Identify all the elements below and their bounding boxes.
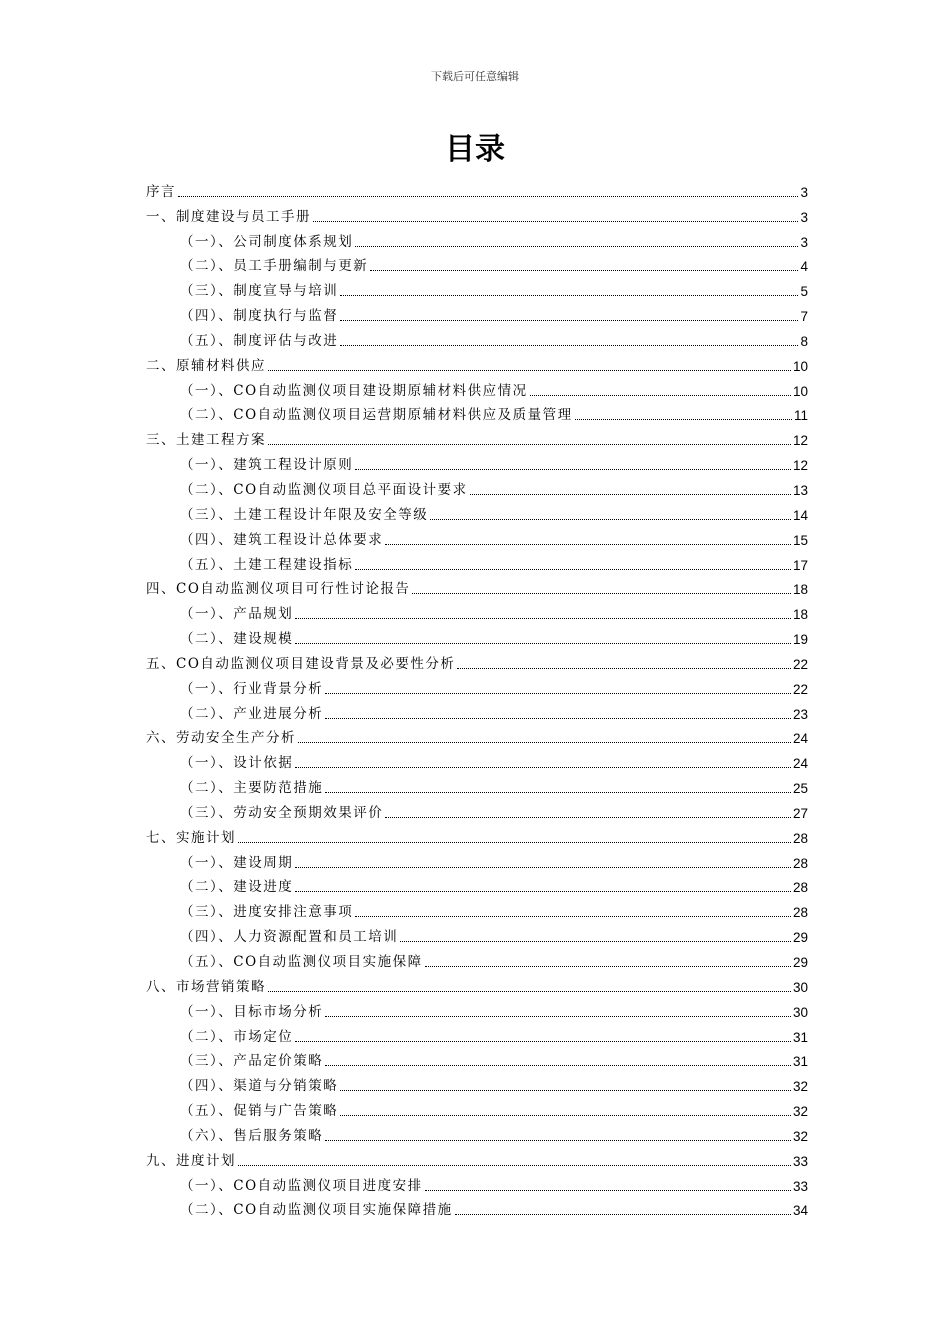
toc-page-number: 18 <box>792 582 808 598</box>
toc-dot-leader <box>430 519 791 520</box>
toc-page-number: 5 <box>800 284 808 300</box>
toc-subsection-entry[interactable] <box>146 1021 808 1046</box>
toc-entry-title: 一、制度建设与员工手册 <box>146 208 311 225</box>
toc-subsection-entry[interactable] <box>146 1095 808 1120</box>
toc-section-entry[interactable] <box>146 1145 808 1170</box>
toc-subsection-entry[interactable] <box>146 747 808 772</box>
toc-subsection-entry[interactable] <box>146 847 808 872</box>
toc-page-number: 12 <box>792 458 808 474</box>
toc-dot-leader <box>355 569 791 570</box>
toc-subsection-entry[interactable] <box>146 1195 808 1220</box>
toc-subsection-entry[interactable] <box>146 896 808 921</box>
toc-entry-title: （三）、制度宣导与培训 <box>180 283 339 300</box>
toc-dot-leader <box>340 1115 791 1116</box>
toc-page-number: 29 <box>792 930 808 946</box>
toc-dot-leader <box>340 345 798 346</box>
toc-entry-title: （二）、产业进展分析 <box>180 705 324 722</box>
toc-subsection-entry[interactable] <box>146 300 808 325</box>
toc-section-entry[interactable] <box>146 574 808 599</box>
toc-subsection-entry[interactable] <box>146 325 808 350</box>
toc-dot-leader <box>530 395 791 396</box>
toc-subsection-entry[interactable] <box>146 449 808 474</box>
toc-page-number: 33 <box>792 1153 808 1169</box>
toc-entry-title: （一）、行业背景分析 <box>180 680 324 697</box>
toc-entry-title: （三）、土建工程设计年限及安全等级 <box>180 506 429 523</box>
toc-dot-leader <box>325 1016 791 1017</box>
page-title: 目录 <box>445 132 505 167</box>
toc-section-entry[interactable] <box>146 971 808 996</box>
toc-dot-leader <box>385 817 791 818</box>
toc-entry-title: 八、市场营销策略 <box>146 978 266 995</box>
toc-entry-title: （五）、土建工程建设指标 <box>180 556 354 573</box>
toc-dot-leader <box>370 270 798 271</box>
toc-dot-leader <box>470 494 791 495</box>
toc-entry-title: （一）、目标市场分析 <box>180 1003 324 1020</box>
toc-subsection-entry[interactable] <box>146 275 808 300</box>
toc-page-number: 3 <box>800 209 808 225</box>
toc-dot-leader <box>295 643 791 644</box>
toc-page-number: 24 <box>792 731 808 747</box>
toc-dot-leader <box>295 767 791 768</box>
toc-section-entry[interactable] <box>146 424 808 449</box>
toc-subsection-entry[interactable] <box>146 598 808 623</box>
toc-entry-title: 三、土建工程方案 <box>146 432 266 449</box>
toc-entry-title: （四）、渠道与分销策略 <box>180 1078 339 1095</box>
toc-entry-title: 二、原辅材料供应 <box>146 357 266 374</box>
toc-entry-title: （五）、CO自动监测仪项目实施保障 <box>180 954 423 970</box>
toc-entry-title: （四）、制度执行与监督 <box>180 308 339 325</box>
toc-entry-title: （一）、建设周期 <box>180 854 294 871</box>
toc-subsection-entry[interactable] <box>146 946 808 971</box>
toc-page-number: 34 <box>792 1203 808 1219</box>
toc-subsection-entry[interactable] <box>146 375 808 400</box>
toc-page-number: 32 <box>792 1079 808 1095</box>
toc-entry-title: 序言 <box>146 183 176 200</box>
toc-page-number: 31 <box>792 1054 808 1070</box>
table-of-contents <box>146 176 808 1219</box>
toc-dot-leader <box>325 718 791 719</box>
toc-page-number: 28 <box>792 905 808 921</box>
toc-entry-title: （三）、劳动安全预期效果评价 <box>180 804 384 821</box>
toc-subsection-entry[interactable] <box>146 623 808 648</box>
toc-subsection-entry[interactable] <box>146 797 808 822</box>
toc-dot-leader <box>313 221 798 222</box>
toc-subsection-entry[interactable] <box>146 698 808 723</box>
toc-entry-title: （四）、建筑工程设计总体要求 <box>180 531 384 548</box>
toc-subsection-entry[interactable] <box>146 499 808 524</box>
toc-entry-title: （一）、产品规划 <box>180 606 294 623</box>
toc-dot-leader <box>400 941 791 942</box>
toc-section-entry[interactable] <box>146 176 808 201</box>
toc-page-number: 30 <box>792 1004 808 1020</box>
toc-entry-title: （三）、进度安排注意事项 <box>180 904 354 921</box>
toc-page-number: 12 <box>792 433 808 449</box>
toc-subsection-entry[interactable] <box>146 400 808 425</box>
toc-page-number: 22 <box>792 681 808 697</box>
toc-page-number: 29 <box>792 955 808 970</box>
toc-page-number: 22 <box>792 656 808 672</box>
toc-entry-title: 九、进度计划 <box>146 1152 236 1169</box>
toc-page-number: 11 <box>793 408 808 424</box>
toc-dot-leader <box>340 320 798 321</box>
toc-page-number: 19 <box>792 632 808 648</box>
toc-section-entry[interactable] <box>146 350 808 375</box>
toc-dot-leader <box>295 1041 791 1042</box>
toc-subsection-entry[interactable] <box>146 921 808 946</box>
toc-dot-leader <box>412 593 791 594</box>
toc-dot-leader <box>298 742 791 743</box>
toc-entry-title: 七、实施计划 <box>146 829 236 846</box>
toc-entry-title: （一）、建筑工程设计原则 <box>180 457 354 474</box>
toc-page-number: 17 <box>792 557 808 573</box>
toc-page-number: 32 <box>792 1128 808 1144</box>
toc-page-number: 3 <box>800 234 808 250</box>
toc-section-entry[interactable] <box>146 822 808 847</box>
toc-page-number: 14 <box>792 507 808 523</box>
toc-dot-leader <box>178 196 798 197</box>
toc-page-number: 31 <box>792 1029 808 1045</box>
toc-dot-leader <box>425 1190 791 1191</box>
toc-subsection-entry[interactable] <box>146 226 808 251</box>
toc-entry-title: （一）、公司制度体系规划 <box>180 233 354 250</box>
toc-page-number: 24 <box>792 756 808 772</box>
toc-dot-leader <box>268 444 791 445</box>
toc-dot-leader <box>295 891 791 892</box>
toc-dot-leader <box>355 246 798 247</box>
toc-page-number: 32 <box>792 1104 808 1120</box>
toc-entry-title: （二）、CO自动监测仪项目实施保障措施 <box>180 1202 453 1219</box>
toc-subsection-entry[interactable] <box>146 549 808 574</box>
toc-entry-title: （六）、售后服务策略 <box>180 1127 324 1144</box>
toc-subsection-entry[interactable] <box>146 996 808 1021</box>
toc-dot-leader <box>355 469 791 470</box>
toc-section-entry[interactable] <box>146 648 808 673</box>
toc-section-entry[interactable] <box>146 723 808 748</box>
toc-entry-title: （二）、CO自动监测仪项目运营期原辅材料供应及质量管理 <box>180 407 573 424</box>
toc-dot-leader <box>425 966 791 967</box>
toc-entry-title: （二）、建设进度 <box>180 879 294 896</box>
toc-dot-leader <box>355 916 791 917</box>
toc-page-number: 7 <box>800 309 808 325</box>
header-note: 下载后可任意编辑 <box>431 70 519 83</box>
toc-entry-title: 四、CO自动监测仪项目可行性讨论报告 <box>146 581 411 598</box>
toc-subsection-entry[interactable] <box>146 673 808 698</box>
toc-page-number: 27 <box>792 805 808 821</box>
toc-page-number: 10 <box>792 358 808 374</box>
toc-page-number: 8 <box>800 333 808 349</box>
toc-subsection-entry[interactable] <box>146 772 808 797</box>
toc-dot-leader <box>295 618 791 619</box>
toc-entry-title: （二）、建设规模 <box>180 631 294 648</box>
toc-entry-title: （二）、CO自动监测仪项目总平面设计要求 <box>180 481 468 498</box>
toc-entry-title: （五）、制度评估与改进 <box>180 332 339 349</box>
toc-entry-title: 六、劳动安全生产分析 <box>146 730 296 747</box>
toc-entry-title: （三）、产品定价策略 <box>180 1053 324 1070</box>
toc-entry-title: （二）、员工手册编制与更新 <box>180 258 369 275</box>
toc-dot-leader <box>268 370 791 371</box>
toc-page-number: 28 <box>792 855 808 871</box>
toc-entry-title: （二）、市场定位 <box>180 1028 294 1045</box>
toc-dot-leader <box>325 1065 791 1066</box>
toc-section-entry[interactable] <box>146 201 808 226</box>
toc-entry-title: （四）、人力资源配置和员工培训 <box>180 929 399 946</box>
toc-page-number: 30 <box>792 979 808 995</box>
toc-entry-title: （五）、促销与广告策略 <box>180 1103 339 1120</box>
toc-dot-leader <box>455 1214 791 1215</box>
toc-page-number: 23 <box>792 706 808 722</box>
toc-dot-leader <box>238 1165 791 1166</box>
toc-dot-leader <box>325 1140 791 1141</box>
toc-dot-leader <box>340 295 798 296</box>
toc-page-number: 28 <box>792 830 808 846</box>
toc-subsection-entry[interactable] <box>146 524 808 549</box>
toc-dot-leader <box>385 544 791 545</box>
toc-entry-title: （二）、主要防范措施 <box>180 780 324 797</box>
toc-subsection-entry[interactable] <box>146 872 808 897</box>
toc-page-number: 33 <box>792 1178 808 1194</box>
toc-dot-leader <box>295 867 791 868</box>
toc-page-number: 28 <box>792 880 808 896</box>
toc-subsection-entry[interactable] <box>146 251 808 276</box>
toc-entry-title: 五、CO自动监测仪项目建设背景及必要性分析 <box>146 655 456 672</box>
toc-entry-title: （一）、CO自动监测仪项目进度安排 <box>180 1177 423 1194</box>
toc-dot-leader <box>325 792 791 793</box>
toc-page-number: 4 <box>800 259 808 275</box>
toc-dot-leader <box>575 419 792 420</box>
toc-subsection-entry[interactable] <box>146 1046 808 1071</box>
toc-page-number: 15 <box>792 532 808 548</box>
toc-subsection-entry[interactable] <box>146 1170 808 1195</box>
toc-subsection-entry[interactable] <box>146 1120 808 1145</box>
toc-page-number: 13 <box>792 482 808 498</box>
toc-page-number: 3 <box>800 184 808 200</box>
toc-page-number: 18 <box>792 607 808 623</box>
toc-subsection-entry[interactable] <box>146 1070 808 1095</box>
toc-subsection-entry[interactable] <box>146 474 808 499</box>
toc-page-number: 10 <box>792 383 808 399</box>
toc-dot-leader <box>457 668 791 669</box>
toc-dot-leader <box>325 693 791 694</box>
toc-dot-leader <box>340 1090 791 1091</box>
toc-dot-leader <box>268 991 791 992</box>
toc-entry-title: （一）、CO自动监测仪项目建设期原辅材料供应情况 <box>180 382 528 399</box>
toc-entry-title: （一）、设计依据 <box>180 755 294 772</box>
toc-page-number: 25 <box>792 781 808 797</box>
toc-dot-leader <box>238 842 791 843</box>
